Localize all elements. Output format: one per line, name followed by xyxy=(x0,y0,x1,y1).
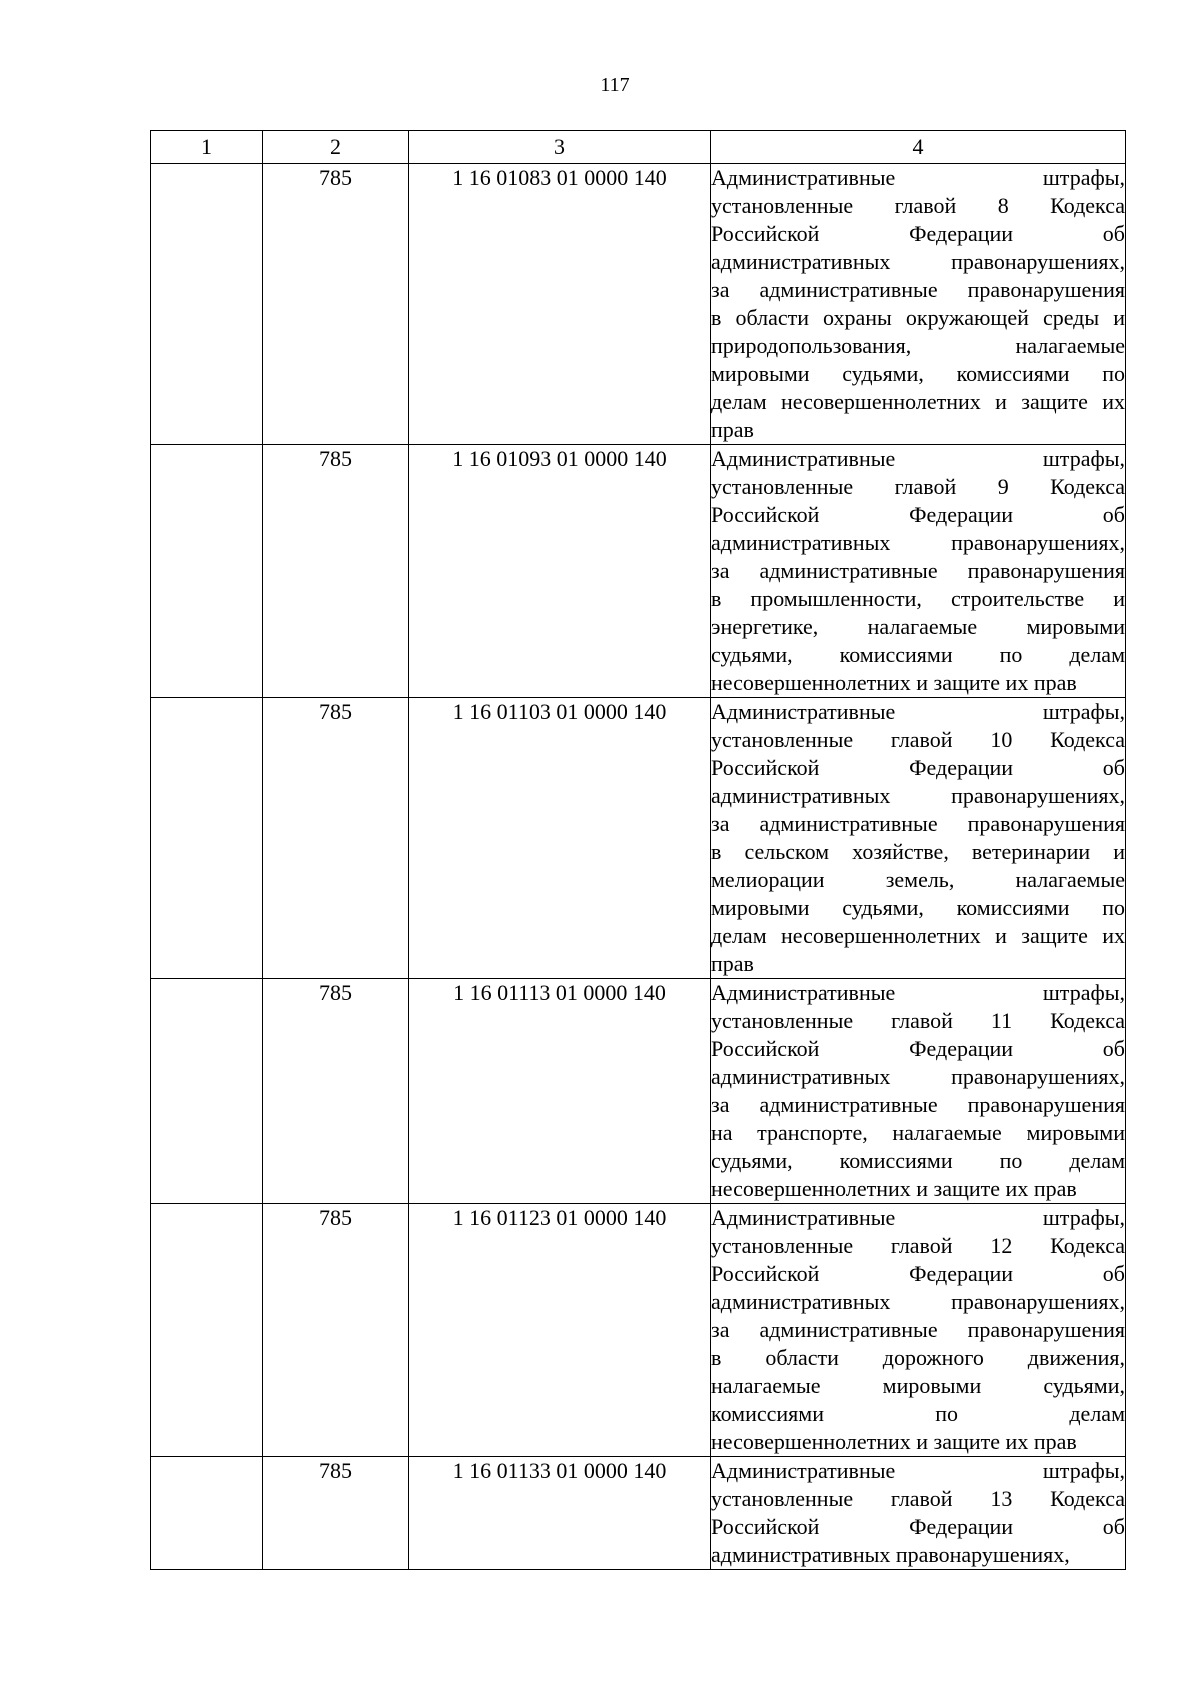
cell-col-1 xyxy=(151,698,263,979)
table-row xyxy=(151,1457,1126,1570)
description-line: прав xyxy=(711,417,754,442)
description-line: Административные штрафы, xyxy=(711,980,1125,1005)
cell-description xyxy=(711,1204,1126,1457)
cell-description xyxy=(711,1457,1126,1570)
header-col-2: 2 xyxy=(263,131,409,164)
description-line: установленные главой 9 Кодекса xyxy=(711,474,1125,499)
description-line: Российской Федерации об xyxy=(711,502,1125,527)
cell-admin-code: 785 xyxy=(263,979,409,1204)
description-line: делам несовершеннолетних и защите их xyxy=(711,389,1125,414)
description-line: Российской Федерации об xyxy=(711,1514,1125,1539)
description-line: мировыми судьями, комиссиями по xyxy=(711,895,1125,920)
description-line: административных правонарушениях, xyxy=(711,783,1125,808)
cell-budget-code: 1 16 01113 01 0000 140 xyxy=(409,979,711,1204)
description-line: за административные правонарушения xyxy=(711,1092,1125,1117)
cell-description xyxy=(711,698,1126,979)
description-line: за административные правонарушения xyxy=(711,277,1125,302)
cell-description xyxy=(711,979,1126,1204)
description-line: мировыми судьями, комиссиями по xyxy=(711,361,1125,386)
codes-table xyxy=(150,130,1126,1570)
description-line: установленные главой 12 Кодекса xyxy=(711,1233,1125,1258)
description-line: установленные главой 10 Кодекса xyxy=(711,727,1125,752)
description-line: на транспорте, налагаемые мировыми xyxy=(711,1120,1125,1145)
cell-budget-code: 1 16 01123 01 0000 140 xyxy=(409,1204,711,1457)
table-row xyxy=(151,698,1126,979)
description-line: установленные главой 11 Кодекса xyxy=(711,1008,1125,1033)
description-line: административных правонарушениях, xyxy=(711,530,1125,555)
table-row xyxy=(151,445,1126,698)
cell-budget-code: 1 16 01133 01 0000 140 xyxy=(409,1457,711,1570)
cell-budget-code: 1 16 01103 01 0000 140 xyxy=(409,698,711,979)
description-line: Административные штрафы, xyxy=(711,446,1125,471)
cell-col-1 xyxy=(151,164,263,445)
description-line: административных правонарушениях, xyxy=(711,249,1125,274)
description-line: природопользования, налагаемые xyxy=(711,333,1125,358)
cell-col-1 xyxy=(151,1204,263,1457)
description-line: установленные главой 13 Кодекса xyxy=(711,1486,1125,1511)
description-line: в сельском хозяйстве, ветеринарии и xyxy=(711,839,1125,864)
description-line: Российской Федерации об xyxy=(711,1036,1125,1061)
description-line: за административные правонарушения xyxy=(711,811,1125,836)
cell-budget-code: 1 16 01083 01 0000 140 xyxy=(409,164,711,445)
cell-admin-code: 785 xyxy=(263,1204,409,1457)
table-body xyxy=(151,164,1126,1570)
description-line: судьями, комиссиями по делам xyxy=(711,1148,1125,1173)
description-line: судьями, комиссиями по делам xyxy=(711,642,1125,667)
description-line: в промышленности, строительстве и xyxy=(711,586,1125,611)
table-row xyxy=(151,164,1126,445)
cell-description xyxy=(711,445,1126,698)
description-line: административных правонарушениях, xyxy=(711,1064,1125,1089)
description-line: административных правонарушениях, xyxy=(711,1289,1125,1314)
description-line: в области охраны окружающей среды и xyxy=(711,305,1125,330)
description-line: Российской Федерации об xyxy=(711,1261,1125,1286)
cell-description xyxy=(711,164,1126,445)
cell-col-1 xyxy=(151,445,263,698)
description-line: энергетике, налагаемые мировыми xyxy=(711,614,1125,639)
description-line: мелиорации земель, налагаемые xyxy=(711,867,1125,892)
table-row xyxy=(151,1204,1126,1457)
description-line: Административные штрафы, xyxy=(711,1458,1125,1483)
description-line: несовершеннолетних и защите их прав xyxy=(711,670,1077,695)
description-line: несовершеннолетних и защите их прав xyxy=(711,1176,1077,1201)
description-line: делам несовершеннолетних и защите их xyxy=(711,923,1125,948)
cell-col-1 xyxy=(151,1457,263,1570)
description-line: налагаемые мировыми судьями, xyxy=(711,1373,1125,1398)
page-number: 117 xyxy=(600,74,630,96)
description-line: Административные штрафы, xyxy=(711,699,1125,724)
header-col-1: 1 xyxy=(151,131,263,164)
header-col-4: 4 xyxy=(711,131,1126,164)
description-line: административных правонарушениях, xyxy=(711,1542,1070,1567)
description-line: в области дорожного движения, xyxy=(711,1345,1125,1370)
table-header-row xyxy=(151,131,1126,164)
description-line: комиссиями по делам xyxy=(711,1401,1125,1426)
table-row xyxy=(151,979,1126,1204)
description-line: несовершеннолетних и защите их прав xyxy=(711,1429,1077,1454)
header-col-3: 3 xyxy=(409,131,711,164)
description-line: Административные штрафы, xyxy=(711,1205,1125,1230)
cell-col-1 xyxy=(151,979,263,1204)
description-line: за административные правонарушения xyxy=(711,1317,1125,1342)
cell-admin-code: 785 xyxy=(263,164,409,445)
cell-admin-code: 785 xyxy=(263,445,409,698)
description-line: прав xyxy=(711,951,754,976)
cell-budget-code: 1 16 01093 01 0000 140 xyxy=(409,445,711,698)
cell-admin-code: 785 xyxy=(263,1457,409,1570)
description-line: установленные главой 8 Кодекса xyxy=(711,193,1125,218)
description-line: Российской Федерации об xyxy=(711,755,1125,780)
cell-admin-code: 785 xyxy=(263,698,409,979)
description-line: Российской Федерации об xyxy=(711,221,1125,246)
description-line: за административные правонарушения xyxy=(711,558,1125,583)
description-line: Административные штрафы, xyxy=(711,165,1125,190)
